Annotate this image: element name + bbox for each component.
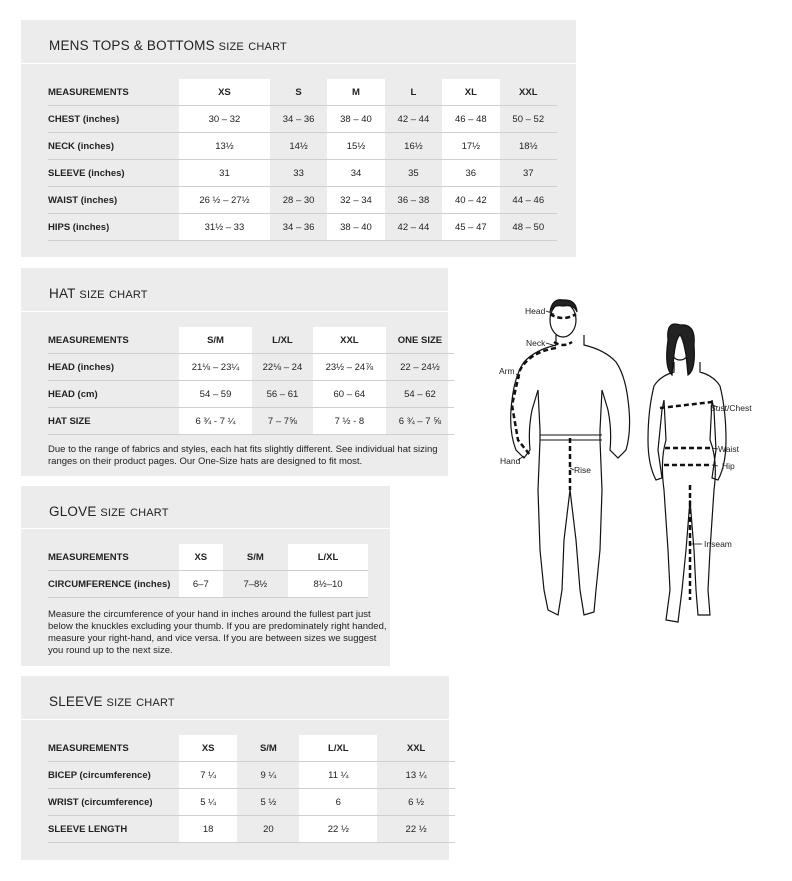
- table-cell: 42 – 44: [385, 214, 442, 241]
- table-cell: 9 ¼: [237, 762, 299, 789]
- table-cell: 6 ¾ – 7 ⅝: [386, 408, 454, 435]
- table-cell: 46 – 48: [442, 106, 499, 133]
- divider: [21, 311, 448, 312]
- mens-chart-title: [49, 37, 287, 54]
- table-row: [48, 571, 368, 598]
- table-row: [48, 160, 557, 187]
- table-row: [48, 816, 455, 843]
- table-header-row: [48, 79, 557, 106]
- sleeve-chart-title: [49, 693, 175, 710]
- table-cell: 60 – 64: [313, 381, 386, 408]
- row-label: CHEST (inches): [48, 106, 179, 133]
- hat-title-size-chart: size chart: [79, 285, 148, 302]
- table-cell: 5 ½: [237, 789, 299, 816]
- table-cell: 40 – 42: [442, 187, 499, 214]
- label-bust-chest: Bust/Chest: [710, 403, 752, 413]
- mens-size-table: [48, 79, 557, 241]
- sleeve-size-chart-panel: [21, 676, 449, 860]
- glove-title-size-chart: size chart: [100, 503, 169, 520]
- hat-note: Due to the range of fabrics and styles, each hat fits slightly different. See individual hat sizing ranges on their product pages. Our One-Size hats are designed to fit most.: [48, 444, 438, 467]
- table-cell: 6–7: [179, 571, 223, 598]
- label-neck: Neck: [526, 338, 546, 348]
- label-waist: Waist: [718, 444, 739, 454]
- divider: [21, 719, 449, 720]
- table-cell: 45 – 47: [442, 214, 499, 241]
- table-cell: 38 – 40: [327, 214, 384, 241]
- table-cell: 7 ½ - 8: [313, 408, 386, 435]
- table-row: [48, 408, 454, 435]
- header-size-2: L/XL: [252, 327, 313, 354]
- sleeve-title-main: SLEEVE: [49, 694, 103, 709]
- sleeve-size-table: [48, 735, 455, 843]
- table-cell: 44 – 46: [500, 187, 557, 214]
- header-size-2: S/M: [237, 735, 299, 762]
- table-cell: 54 – 59: [179, 381, 252, 408]
- label-rise: Rise: [574, 465, 592, 475]
- row-label: HEAD (inches): [48, 354, 179, 381]
- table-cell: 36: [442, 160, 499, 187]
- header-size-1: XS: [179, 735, 237, 762]
- label-inseam: Inseam: [704, 539, 732, 549]
- table-row: [48, 133, 557, 160]
- table-cell: 26 ½ – 27½: [179, 187, 270, 214]
- table-cell: 7 ¼: [179, 762, 237, 789]
- header-size-2: S/M: [223, 544, 288, 571]
- table-cell: 34: [327, 160, 384, 187]
- hat-title-main: HAT: [49, 286, 76, 301]
- table-cell: 18: [179, 816, 237, 843]
- label-head: Head: [525, 306, 546, 316]
- mens-size-chart-panel: [21, 20, 576, 257]
- row-label: HEAD (cm): [48, 381, 179, 408]
- label-arm: Arm: [499, 366, 515, 376]
- header-size-3: M: [327, 79, 384, 106]
- table-cell: 32 – 34: [327, 187, 384, 214]
- table-cell: 11 ¼: [299, 762, 377, 789]
- table-cell: 22⅛ – 24: [252, 354, 313, 381]
- table-cell: 50 – 52: [500, 106, 557, 133]
- row-label: SLEEVE (inches): [48, 160, 179, 187]
- label-hip: Hip: [722, 461, 735, 471]
- label-hand: Hand: [500, 456, 521, 466]
- row-label: WRIST (circumference): [48, 789, 179, 816]
- glove-chart-title: [49, 503, 169, 520]
- table-cell: 6 ¾ - 7 ¼: [179, 408, 252, 435]
- header-size-4: L: [385, 79, 442, 106]
- table-cell: 54 – 62: [386, 381, 454, 408]
- table-row: [48, 354, 454, 381]
- table-header-row: [48, 735, 455, 762]
- header-size-1: S/M: [179, 327, 252, 354]
- header-size-4: ONE SIZE: [386, 327, 454, 354]
- table-cell: 28 – 30: [270, 187, 327, 214]
- table-cell: 17½: [442, 133, 499, 160]
- mens-title-main: MENS TOPS & BOTTOMS: [49, 38, 215, 53]
- table-cell: 35: [385, 160, 442, 187]
- table-cell: 22 ½: [299, 816, 377, 843]
- header-size-1: XS: [179, 544, 223, 571]
- hat-size-chart-panel: [21, 268, 448, 476]
- header-size-6: XXL: [500, 79, 557, 106]
- table-cell: 31½ – 33: [179, 214, 270, 241]
- glove-size-chart-panel: [21, 486, 390, 666]
- table-row: [48, 381, 454, 408]
- header-size-3: L/XL: [288, 544, 368, 571]
- divider: [21, 63, 576, 64]
- header-size-4: XXL: [377, 735, 455, 762]
- table-cell: 13 ¼: [377, 762, 455, 789]
- table-cell: 22 – 24½: [386, 354, 454, 381]
- table-cell: 37: [500, 160, 557, 187]
- hat-size-table: [48, 327, 454, 435]
- table-cell: 21⅛ – 23¼: [179, 354, 252, 381]
- header-size-2: S: [270, 79, 327, 106]
- hat-chart-title: [49, 285, 148, 302]
- table-row: [48, 214, 557, 241]
- header-size-3: L/XL: [299, 735, 377, 762]
- table-cell: 36 – 38: [385, 187, 442, 214]
- row-label: BICEP (circumference): [48, 762, 179, 789]
- header-measurements: MEASUREMENTS: [48, 544, 179, 571]
- table-cell: 5 ¼: [179, 789, 237, 816]
- table-cell: 22 ½: [377, 816, 455, 843]
- table-cell: 48 – 50: [500, 214, 557, 241]
- glove-title-main: GLOVE: [49, 504, 97, 519]
- header-size-1: XS: [179, 79, 270, 106]
- table-cell: 30 – 32: [179, 106, 270, 133]
- header-size-5: XL: [442, 79, 499, 106]
- table-row: [48, 789, 455, 816]
- divider: [21, 528, 390, 529]
- table-row: [48, 762, 455, 789]
- table-cell: 14½: [270, 133, 327, 160]
- table-cell: 34 – 36: [270, 214, 327, 241]
- table-header-row: [48, 544, 368, 571]
- table-header-row: [48, 327, 454, 354]
- female-figure-outline: [648, 324, 726, 622]
- row-label: CIRCUMFERENCE (inches): [48, 571, 179, 598]
- table-cell: 15½: [327, 133, 384, 160]
- table-cell: 38 – 40: [327, 106, 384, 133]
- table-cell: 7–8½: [223, 571, 288, 598]
- row-label: HAT SIZE: [48, 408, 179, 435]
- header-measurements: MEASUREMENTS: [48, 735, 179, 762]
- table-cell: 33: [270, 160, 327, 187]
- row-label: NECK (inches): [48, 133, 179, 160]
- table-cell: 31: [179, 160, 270, 187]
- table-cell: 6 ½: [377, 789, 455, 816]
- mens-title-size-chart: size chart: [218, 37, 287, 54]
- table-cell: 20: [237, 816, 299, 843]
- table-cell: 23½ – 24⅞: [313, 354, 386, 381]
- table-cell: 42 – 44: [385, 106, 442, 133]
- sleeve-title-size-chart: size chart: [106, 693, 175, 710]
- row-label: HIPS (inches): [48, 214, 179, 241]
- header-measurements: MEASUREMENTS: [48, 327, 179, 354]
- glove-size-table: [48, 544, 368, 598]
- table-row: [48, 187, 557, 214]
- table-cell: 18½: [500, 133, 557, 160]
- table-cell: 6: [299, 789, 377, 816]
- row-label: WAIST (inches): [48, 187, 179, 214]
- glove-note: Measure the circumference of your hand in inches around the fullest part just below the knuckles excluding your thumb. If you are predominately right handed, measure your right-hand, and vice versa. If you are between sizes we suggest you round up to the next size.: [48, 609, 387, 656]
- measurement-figure-illustration: [490, 290, 790, 640]
- row-label: SLEEVE LENGTH: [48, 816, 179, 843]
- table-row: [48, 106, 557, 133]
- table-cell: 34 – 36: [270, 106, 327, 133]
- table-cell: 13½: [179, 133, 270, 160]
- table-cell: 16½: [385, 133, 442, 160]
- table-cell: 56 – 61: [252, 381, 313, 408]
- header-size-3: XXL: [313, 327, 386, 354]
- table-cell: 7 – 7⅝: [252, 408, 313, 435]
- header-measurements: MEASUREMENTS: [48, 79, 179, 106]
- table-cell: 8½–10: [288, 571, 368, 598]
